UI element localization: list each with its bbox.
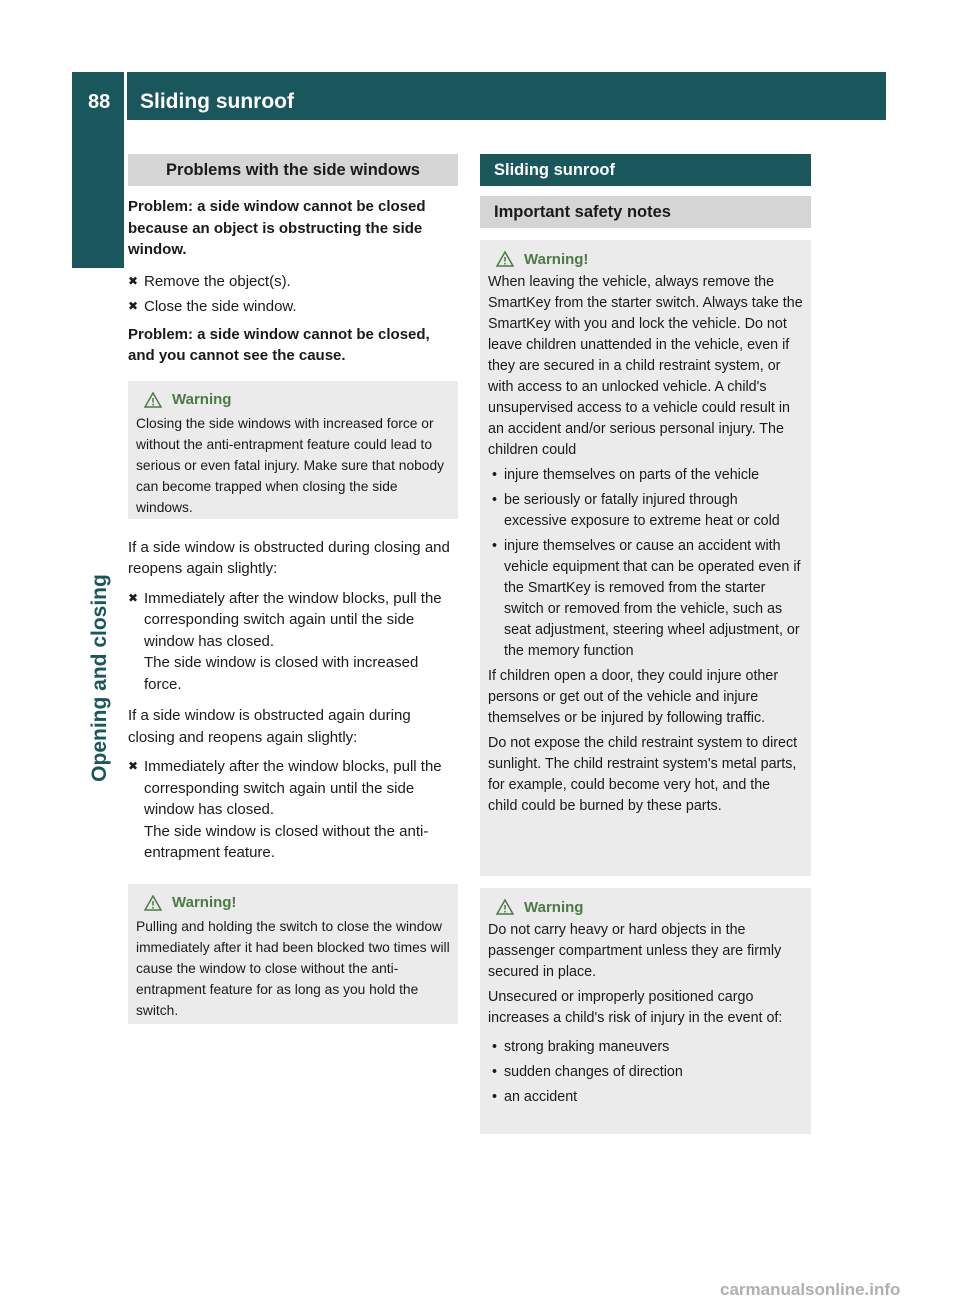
warning-triangle-icon [496,251,514,267]
warning-box [480,240,811,876]
step-arrow-icon: ✖ [128,590,139,605]
step-arrow-icon: ✖ [128,273,139,288]
warning-text: When leaving the vehicle, always remove the SmartKey from the starter switch. Always take the SmartKey with you and lock the vehicle. Do not leave children unattended in the vehicle, even if they are secured in a child restraint system, or with access to an unlocked vehicle. A child's unsupervised access to a vehicle could result in an accident and/or serious personal injury. The children could [488,274,803,458]
bullet-item [488,1037,803,1058]
step-text: Remove the object(s). [144,272,291,290]
step-result: The side window is closed without the anti-entrapment feature. [144,822,429,861]
warning-header [144,892,450,914]
bullet-text: strong braking maneuvers [504,1039,670,1055]
bullet-item [488,1062,803,1083]
step-arrow-icon: ✖ [128,759,139,773]
warning-box [480,888,811,1134]
step-result: The side window is closed with increased force. [144,654,419,693]
warning-triangle-icon [144,895,162,911]
problem-heading: Problem: a side window cannot be closed because an object is obstructing the side window. [128,198,426,258]
step-arrow-icon: ✖ [128,299,139,313]
warning-triangle-icon [144,392,162,408]
bullet-text: injure themselves or cause an accident with vehicle equipment that can be operated even if the SmartKey is removed from the starter switch or removed from the vehicle, such as seat adjustment, steering wheel adjustment, or the memory function [504,538,801,659]
side-chapter-text: Opening and closing [88,574,111,782]
warning-title: Warning! [172,894,237,911]
page-number: 88 [88,91,111,113]
warning-title: Warning! [524,250,589,268]
footer-watermark: carmanualsonline.info [720,1280,901,1299]
bullet-item [488,490,803,532]
header-divider [124,72,127,120]
warning-box [128,381,458,519]
section-heading: Problems with the side windows [128,154,458,186]
side-chapter-label [82,548,118,808]
bullet-text: an accident [504,1089,578,1105]
bullet-item [488,1087,803,1108]
warning-text: If children open a door, they could injure other persons or get out of the vehicle and injure themselves or be injured by following traffic. [488,668,779,726]
step-item [128,756,458,864]
step-content [144,756,458,864]
bullet-text: injure themselves on parts of the vehicle [504,467,760,483]
step-text: Close the side window. [144,298,297,315]
warning-text: Do not carry heavy or hard objects in the passenger compartment unless they are firmly secured in place. [488,922,782,980]
warning-text: Do not expose the child restraint system to direct sunlight. The child restraint system's metal parts, for example, could become very hot, and the child could be burned by these parts. [488,735,798,814]
warning-header [144,389,450,411]
bullet-marker: • [492,538,498,554]
bullet-marker: • [492,1039,498,1055]
step-item [128,588,458,696]
subsection-heading: Important safety notes [480,196,811,228]
bullet-item [488,465,803,486]
warning-title: Warning [524,898,584,916]
bullet-item [488,536,803,662]
step-text: Immediately after the window blocks, pull the corresponding switch again until the side window has closed. [144,758,442,818]
step-text: Immediately after the window blocks, pull the corresponding switch again until the side window has closed. [144,589,442,650]
side-divider [124,120,127,1220]
right-column [480,154,811,1134]
side-tab [72,120,124,268]
bullet-marker: • [492,492,498,508]
warning-header [496,248,803,270]
warning-text: Closing the side windows with increased force or without the anti-entrapment feature could lead to serious or even fatal injury. Make sure that nobody can become trapped when closing the side windows. [136,415,445,515]
bullet-text: sudden changes of direction [504,1064,683,1080]
left-column [128,154,458,1024]
step-item [128,296,458,318]
step-content [144,588,458,696]
paragraph: If a side window is obstructed again during closing and reopens again slightly: [128,707,411,746]
bullet-text: be seriously or fatally injured through excessive exposure to extreme heat or cold [504,492,780,529]
warning-box [128,884,458,1024]
step-item [128,271,458,293]
bullet-marker: • [492,1089,498,1105]
warning-text: Pulling and holding the switch to close the window immediately after it had been blocked two times will cause the window to close without the anti-entrapment feature for as long as you hold the switch. [136,918,450,1018]
page-title: Sliding sunroof [140,90,294,113]
warning-header [496,896,803,918]
warning-triangle-icon [496,899,514,915]
warning-title: Warning [172,391,232,408]
section-heading: Sliding sunroof [480,154,811,186]
paragraph: If a side window is obstructed during closing and reopens again slightly: [128,538,450,577]
bullet-marker: • [492,1064,498,1080]
warning-text: Unsecured or improperly positioned cargo increases a child's risk of injury in the event of: [488,989,783,1026]
problem-heading: Problem: a side window cannot be closed, and you cannot see the cause. [128,325,430,364]
bullet-marker: • [492,467,498,483]
